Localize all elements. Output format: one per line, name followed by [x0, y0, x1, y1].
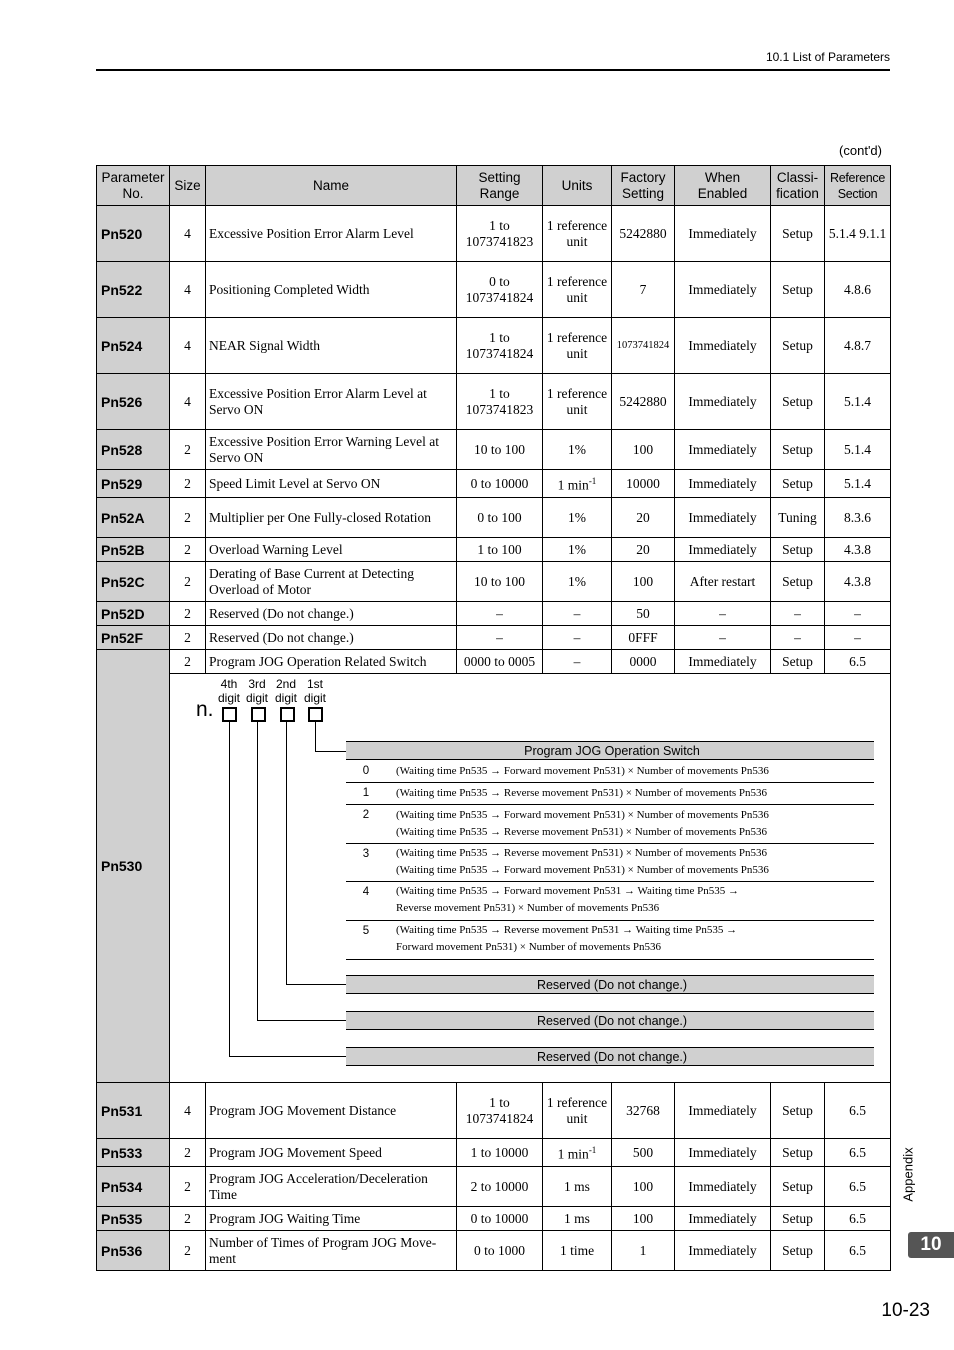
param-name: Program JOG Operation Related Switch: [206, 650, 457, 674]
table-row: [97, 650, 891, 674]
chapter-tab: 10: [908, 1232, 954, 1258]
option-desc: (Waiting time Pn535 → Forward movement Pn531) × Number of movements Pn536: [396, 809, 769, 821]
table-row: [97, 206, 891, 262]
param-factory: 7: [612, 262, 675, 318]
param-units: 1 reference unit: [543, 318, 612, 374]
param-no: Pn52F: [97, 626, 170, 650]
connector-line: [257, 1020, 346, 1021]
param-ref: 4.8.6: [825, 262, 891, 318]
param-factory: 20: [612, 538, 675, 562]
option-value: 4: [362, 886, 370, 898]
param-factory: 500: [612, 1139, 675, 1167]
param-range: 10 to 100: [457, 430, 543, 470]
table-header-row: [97, 166, 891, 206]
option-value: 2: [362, 809, 370, 821]
param-size: 2: [170, 430, 206, 470]
param-factory: 100: [612, 1167, 675, 1207]
table-row: [97, 1207, 891, 1231]
digit-label-3rd: 3rd digit: [245, 677, 268, 705]
param-range: 0 to 100: [457, 498, 543, 538]
param-size: 4: [170, 262, 206, 318]
param-no: Pn533: [97, 1139, 170, 1167]
param-class: Setup: [771, 318, 825, 374]
param-range: –: [457, 602, 543, 626]
option-desc: Reverse movement Pn531) × Number of movements Pn536: [396, 902, 660, 914]
param-class: Setup: [771, 1207, 825, 1231]
param-units: [543, 470, 612, 498]
param-when: Immediately: [675, 1083, 771, 1139]
param-units: 1%: [543, 538, 612, 562]
param-size: 2: [170, 1231, 206, 1271]
digit-label-2nd: 2nd digit: [274, 677, 297, 705]
table-row: [97, 562, 891, 602]
param-class: Setup: [771, 430, 825, 470]
table-row: [97, 538, 891, 562]
param-factory: 1: [612, 1231, 675, 1271]
param-name: Speed Limit Level at Servo ON: [206, 470, 457, 498]
col-header-when-enabled: When Enabled: [675, 166, 771, 206]
param-size: 2: [170, 538, 206, 562]
param-no: Pn528: [97, 430, 170, 470]
param-class: Setup: [771, 562, 825, 602]
param-name: Excessive Position Error Alarm Level at Servo ON: [206, 374, 457, 430]
digit-box-1st: [308, 707, 323, 722]
section-header: 10.1 List of Parameters: [765, 50, 890, 64]
param-size: 2: [170, 1139, 206, 1167]
param-size: 4: [170, 1083, 206, 1139]
table-row: [97, 262, 891, 318]
col-header-factory-setting: Factory Setting: [612, 166, 675, 206]
table-row: [97, 626, 891, 650]
param-ref: 6.5: [825, 1167, 891, 1207]
param-ref: 4.8.7: [825, 318, 891, 374]
param-ref: 5.1.4: [825, 470, 891, 498]
param-name: Excessive Position Error Warning Level at Servo ON: [206, 430, 457, 470]
param-when: Immediately: [675, 206, 771, 262]
param-size: 2: [170, 602, 206, 626]
col-header-setting-range: Setting Range: [457, 166, 543, 206]
param-range: 0 to 10000: [457, 470, 543, 498]
param-range: 2 to 10000: [457, 1167, 543, 1207]
param-range: 0000 to 0005: [457, 650, 543, 674]
col-header-name: Name: [206, 166, 457, 206]
param-name: Program JOG Movement Speed: [206, 1139, 457, 1167]
param-when: Immediately: [675, 470, 771, 498]
col-header-classification: Classi- fication: [771, 166, 825, 206]
param-factory: 10000: [612, 470, 675, 498]
param-when: Immediately: [675, 430, 771, 470]
param-ref: 4.3.8: [825, 538, 891, 562]
connector-line: [315, 722, 316, 751]
param-name: NEAR Signal Width: [206, 318, 457, 374]
param-class: Setup: [771, 206, 825, 262]
param-ref: 6.5: [825, 1231, 891, 1271]
digit-box-4th: [222, 707, 237, 722]
param-range: 1 to 1073741824: [457, 318, 543, 374]
param-ref: –: [825, 626, 891, 650]
table-row: [97, 498, 891, 538]
option-value: 3: [362, 848, 370, 860]
n-prefix: n.: [196, 698, 214, 721]
option-desc: (Waiting time Pn535 → Reverse movement Pn531) × Number of movements Pn536: [396, 826, 768, 838]
connector-line: [286, 722, 287, 984]
option-desc: (Waiting time Pn535 → Forward movement Pn531) × Number of movements Pn536: [396, 765, 769, 777]
option-row: [346, 805, 874, 844]
table-row: [97, 374, 891, 430]
switch-title-bar: Program JOG Operation Switch: [346, 741, 874, 760]
param-class: Setup: [771, 1231, 825, 1271]
param-size: 2: [170, 1207, 206, 1231]
param-size: 2: [170, 470, 206, 498]
param-factory: 100: [612, 1207, 675, 1231]
param-size: 2: [170, 1167, 206, 1207]
param-size: 2: [170, 562, 206, 602]
param-class: –: [771, 626, 825, 650]
param-ref: 6.5: [825, 1083, 891, 1139]
units-base: 1 min: [557, 1146, 589, 1162]
param-when: –: [675, 602, 771, 626]
param-factory: 5242880: [612, 206, 675, 262]
param-units: 1 reference unit: [543, 1083, 612, 1139]
param-units: 1 ms: [543, 1207, 612, 1231]
param-size: 2: [170, 626, 206, 650]
param-factory: 1073741824: [612, 318, 675, 374]
digit-label-1st: 1st digit: [303, 677, 326, 705]
param-units: 1 reference unit: [543, 262, 612, 318]
param-no: Pn52C: [97, 562, 170, 602]
parameter-table: [96, 165, 891, 1271]
option-desc: Forward movement Pn531) × Number of movements Pn536: [396, 941, 661, 953]
param-units: 1%: [543, 430, 612, 470]
param-factory: 100: [612, 430, 675, 470]
param-ref: –: [825, 602, 891, 626]
param-size: 2: [170, 498, 206, 538]
param-factory: 20: [612, 498, 675, 538]
param-no: Pn520: [97, 206, 170, 262]
appendix-side-label: [900, 1145, 919, 1205]
param-no: Pn526: [97, 374, 170, 430]
param-ref: 5.1.4: [825, 374, 891, 430]
option-row: [346, 882, 874, 921]
param-name: Excessive Position Error Alarm Level: [206, 206, 457, 262]
param-no: Pn536: [97, 1231, 170, 1271]
param-no: Pn52A: [97, 498, 170, 538]
col-header-parameter-no: Parameter No.: [97, 166, 170, 206]
param-units: 1 time: [543, 1231, 612, 1271]
appendix-text: Appendix: [900, 1147, 916, 1202]
param-class: Setup: [771, 1083, 825, 1139]
param-no: Pn524: [97, 318, 170, 374]
param-when: Immediately: [675, 498, 771, 538]
param-when: Immediately: [675, 650, 771, 674]
option-desc: (Waiting time Pn535 → Reverse movement Pn531 → Waiting time Pn535 →: [396, 924, 738, 936]
param-when: Immediately: [675, 1139, 771, 1167]
param-no: Pn522: [97, 262, 170, 318]
table-row: [97, 1167, 891, 1207]
param-size: 4: [170, 374, 206, 430]
digit-box-3rd: [251, 707, 266, 722]
param-ref: 5.1.4: [825, 430, 891, 470]
table-row: [97, 1083, 891, 1139]
param-no: Pn535: [97, 1207, 170, 1231]
reserved-bar-4th-digit: Reserved (Do not change.): [346, 1047, 874, 1066]
option-desc: (Waiting time Pn535 → Reverse movement Pn531) × Number of movements Pn536: [396, 847, 768, 859]
param-units: 1%: [543, 562, 612, 602]
param-name: Reserved (Do not change.): [206, 626, 457, 650]
param-class: Setup: [771, 538, 825, 562]
param-factory: 0000: [612, 650, 675, 674]
param-no: Pn52B: [97, 538, 170, 562]
connector-line: [229, 722, 230, 1056]
connector-line: [286, 984, 346, 985]
units-exponent: -1: [588, 476, 597, 487]
param-size: 4: [170, 206, 206, 262]
param-when: Immediately: [675, 374, 771, 430]
param-range: 1 to 1073741823: [457, 206, 543, 262]
param-when: –: [675, 626, 771, 650]
param-name: Program JOG Movement Distance: [206, 1083, 457, 1139]
table-row: [97, 1231, 891, 1271]
param-size: 4: [170, 318, 206, 374]
col-header-reference-section: Reference Section: [825, 166, 891, 206]
reserved-bar-3rd-digit: Reserved (Do not change.): [346, 1011, 874, 1030]
param-units: 1 ms: [543, 1167, 612, 1207]
table-row: [97, 318, 891, 374]
param-class: Setup: [771, 650, 825, 674]
option-row: [346, 761, 874, 783]
param-when: Immediately: [675, 1167, 771, 1207]
param-factory: 0FFF: [612, 626, 675, 650]
param-units: 1%: [543, 498, 612, 538]
option-row: [346, 783, 874, 805]
option-row: [346, 844, 874, 882]
param-class: Setup: [771, 1167, 825, 1207]
param-no: Pn529: [97, 470, 170, 498]
param-factory: 50: [612, 602, 675, 626]
continued-label: (cont'd): [839, 143, 882, 158]
digit-label-4th: 4th digit: [217, 677, 240, 705]
param-ref: 5.1.4 9.1.1: [825, 206, 891, 262]
param-units: 1 reference unit: [543, 374, 612, 430]
connector-line: [257, 722, 258, 1020]
param-no: Pn52D: [97, 602, 170, 626]
param-ref: 6.5: [825, 1139, 891, 1167]
option-desc: (Waiting time Pn535 → Reverse movement Pn531) × Number of movements Pn536: [396, 787, 768, 799]
param-size: 2: [170, 650, 206, 674]
param-range: 1 to 10000: [457, 1139, 543, 1167]
param-range: 10 to 100: [457, 562, 543, 602]
option-desc: (Waiting time Pn535 → Forward movement Pn531) × Number of movements Pn536: [396, 864, 769, 876]
param-units: [543, 1139, 612, 1167]
param-range: 0 to 10000: [457, 1207, 543, 1231]
param-when: Immediately: [675, 538, 771, 562]
param-range: –: [457, 626, 543, 650]
table-row: [97, 470, 891, 498]
param-units: –: [543, 650, 612, 674]
connector-line: [229, 1056, 346, 1057]
param-ref: 8.3.6: [825, 498, 891, 538]
pn530-digit-diagram: [170, 674, 891, 1083]
param-name: Program JOG Acceleration/Deceleration Time: [206, 1167, 457, 1207]
param-when: Immediately: [675, 1207, 771, 1231]
param-class: Tuning: [771, 498, 825, 538]
col-header-units: Units: [543, 166, 612, 206]
param-factory: 5242880: [612, 374, 675, 430]
param-when: Immediately: [675, 318, 771, 374]
param-units: 1 reference unit: [543, 206, 612, 262]
param-ref: 6.5: [825, 650, 891, 674]
param-no: Pn530: [97, 650, 170, 1083]
param-range: 1 to 1073741823: [457, 374, 543, 430]
table-row: [97, 1139, 891, 1167]
option-desc: (Waiting time Pn535 → Forward movement Pn531 → Waiting time Pn535 →: [396, 885, 739, 897]
param-when: Immediately: [675, 1231, 771, 1271]
rows-bottom: [97, 1083, 891, 1271]
option-row: [346, 921, 874, 960]
param-class: Setup: [771, 470, 825, 498]
param-range: 0 to 1073741824: [457, 262, 543, 318]
param-name: Overload Warning Level: [206, 538, 457, 562]
option-value: 0: [362, 765, 370, 777]
connector-line: [315, 751, 346, 752]
param-class: –: [771, 602, 825, 626]
param-name: Program JOG Waiting Time: [206, 1207, 457, 1231]
param-name: Reserved (Do not change.): [206, 602, 457, 626]
param-units: –: [543, 626, 612, 650]
param-name: Multiplier per One Fully-closed Rotation: [206, 498, 457, 538]
param-when: After restart: [675, 562, 771, 602]
param-class: Setup: [771, 262, 825, 318]
header-rule: [96, 69, 890, 71]
param-range: 1 to 100: [457, 538, 543, 562]
param-class: Setup: [771, 374, 825, 430]
param-name: Positioning Completed Width: [206, 262, 457, 318]
param-name: Number of Times of Program JOG Move-ment: [206, 1231, 457, 1271]
rows-top: [97, 206, 891, 650]
param-factory: 100: [612, 562, 675, 602]
units-base: 1 min: [557, 477, 589, 493]
param-ref: 6.5: [825, 1207, 891, 1231]
table-row: [97, 430, 891, 470]
digit-box-2nd: [280, 707, 295, 722]
param-factory: 32768: [612, 1083, 675, 1139]
param-class: Setup: [771, 1139, 825, 1167]
pn530-block: [97, 650, 891, 1083]
table-row: [97, 602, 891, 626]
option-value: 5: [362, 925, 370, 937]
page-number: 10-23: [881, 1300, 930, 1321]
param-no: Pn534: [97, 1167, 170, 1207]
units-exponent: -1: [588, 1145, 597, 1156]
param-ref: 4.3.8: [825, 562, 891, 602]
param-units: –: [543, 602, 612, 626]
param-no: Pn531: [97, 1083, 170, 1139]
param-when: Immediately: [675, 262, 771, 318]
reserved-bar-2nd-digit: Reserved (Do not change.): [346, 975, 874, 994]
option-value: 1: [362, 787, 370, 799]
param-range: 1 to 1073741824: [457, 1083, 543, 1139]
param-name: Derating of Base Current at Detecting Overload of Motor: [206, 562, 457, 602]
param-range: 0 to 1000: [457, 1231, 543, 1271]
col-header-size: Size: [170, 166, 206, 206]
pn530-detail-row: [97, 674, 891, 1083]
